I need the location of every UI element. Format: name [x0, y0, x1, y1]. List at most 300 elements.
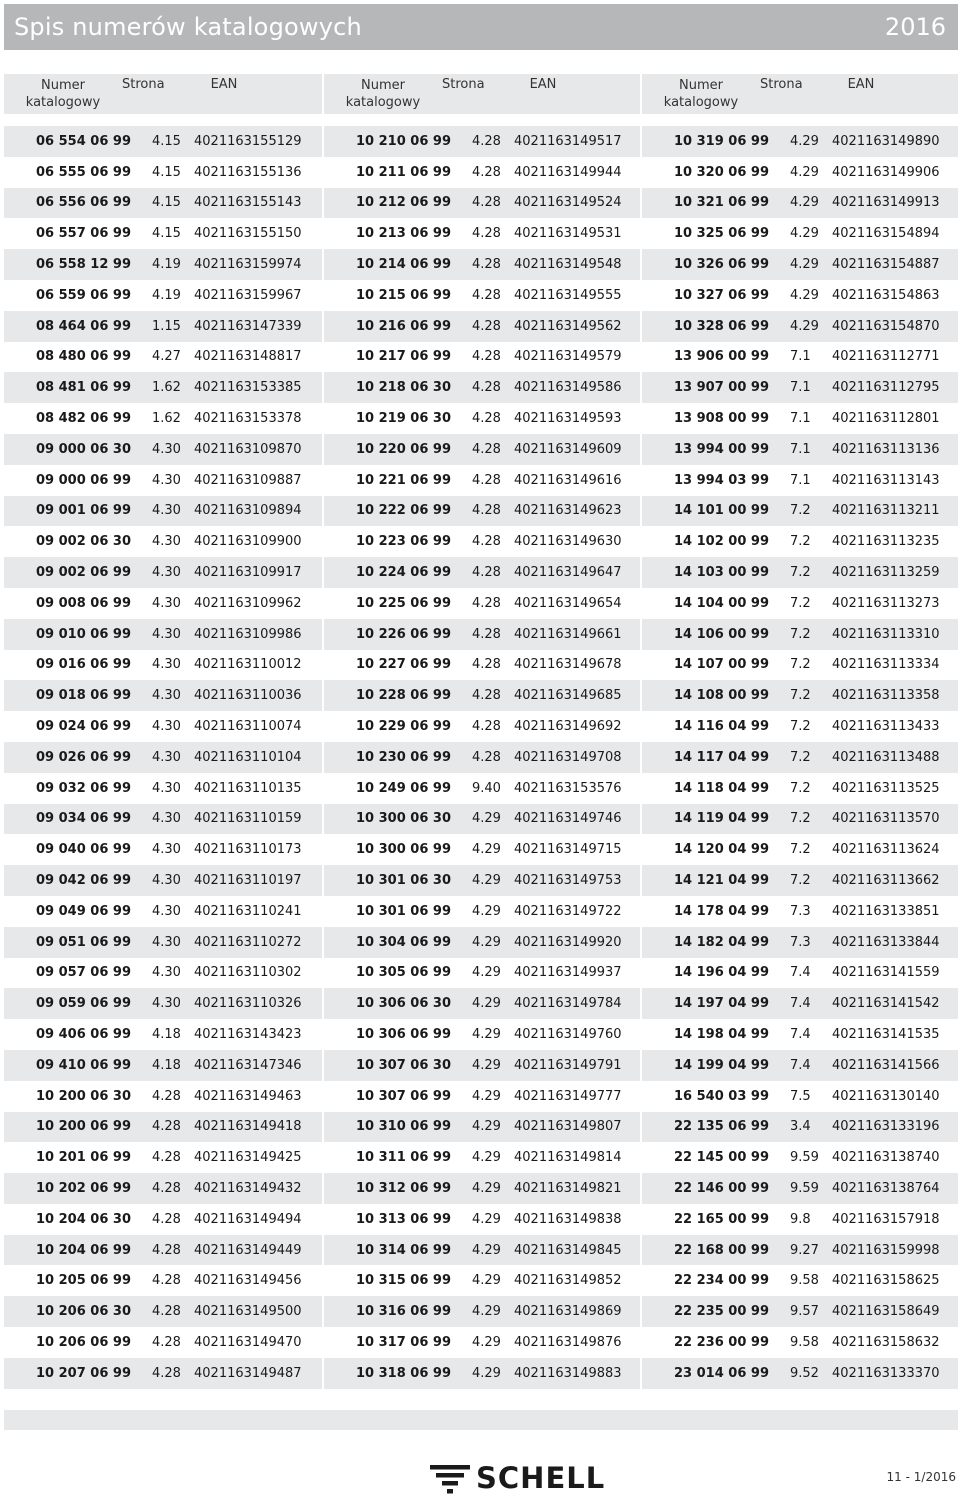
ean-code: 4021163112801	[832, 411, 940, 427]
ean-code: 4021163149630	[514, 534, 622, 550]
catalog-number: 06 558 12 99	[36, 257, 131, 273]
catalog-number: 09 406 06 99	[36, 1027, 131, 1042]
page-number: 1.62	[152, 411, 181, 427]
table-row	[642, 526, 958, 557]
ean-code: 4021163153385	[194, 380, 302, 396]
ean-code: 4021163133851	[832, 903, 940, 919]
ean-code: 4021163158632	[832, 1334, 940, 1350]
page-number: 4.29	[472, 934, 501, 950]
catalog-number: 16 540 03 99	[674, 1088, 769, 1104]
catalog-number: 10 327 06 99	[674, 287, 769, 303]
page-number: 4.29	[472, 1180, 501, 1196]
page-number: 4.30	[152, 780, 181, 796]
ean-code: 4021163113334	[832, 657, 940, 673]
page-number: 4.28	[472, 195, 501, 211]
ean-code: 4021163149913	[832, 195, 940, 211]
catalog-number: 10 214 06 99	[356, 257, 451, 273]
ean-code: 4021163153576	[514, 780, 622, 796]
table-row	[324, 280, 640, 311]
ean-code: 4021163149685	[514, 688, 622, 704]
page-number: 7.4	[790, 1027, 811, 1042]
ean-code: 4021163149944	[514, 164, 622, 180]
table-row	[4, 126, 322, 157]
header-page: Strona	[442, 77, 485, 92]
ean-code: 4021163149807	[514, 1119, 622, 1135]
page-number: 4.28	[472, 441, 501, 457]
table-row	[642, 773, 958, 804]
table-row	[642, 126, 958, 157]
table-row	[324, 1081, 640, 1112]
catalog-number: 14 198 04 99	[674, 1027, 769, 1042]
catalog-number: 10 201 06 99	[36, 1150, 131, 1166]
catalog-number: 14 101 00 99	[674, 503, 769, 519]
catalog-number: 09 024 06 99	[36, 719, 131, 735]
catalog-number: 10 211 06 99	[356, 164, 451, 180]
ean-code: 4021163149654	[514, 595, 622, 611]
catalog-number: 09 010 06 99	[36, 626, 131, 642]
catalog-number: 13 994 00 99	[674, 441, 769, 457]
page-number: 7.1	[790, 349, 811, 365]
table-row	[324, 342, 640, 373]
catalog-number: 10 200 06 30	[36, 1088, 131, 1104]
page-number: 9.8	[790, 1211, 811, 1227]
table-row	[324, 434, 640, 465]
table-row	[4, 311, 322, 342]
header-ean: EAN	[847, 77, 875, 92]
ean-code: 4021163149647	[514, 565, 622, 581]
ean-code: 4021163147339	[194, 318, 302, 334]
header-ean: EAN	[529, 77, 557, 92]
table-row	[4, 865, 322, 896]
title-bar	[4, 4, 958, 50]
table-row	[324, 619, 640, 650]
ean-code: 4021163113211	[832, 503, 940, 519]
table-row	[4, 1081, 322, 1112]
table-row	[4, 834, 322, 865]
table-row	[4, 680, 322, 711]
table-row	[642, 188, 958, 219]
table-row	[324, 865, 640, 896]
table-row	[642, 465, 958, 496]
page-number: 7.4	[790, 996, 811, 1012]
page-number: 7.1	[790, 380, 811, 396]
ean-code: 4021163130140	[832, 1088, 940, 1104]
catalog-number: 10 301 06 99	[356, 903, 451, 919]
page-number: 7.2	[790, 719, 811, 735]
catalog-number: 10 318 06 99	[356, 1365, 451, 1381]
ean-code: 4021163149555	[514, 287, 622, 303]
page-number: 4.30	[152, 903, 181, 919]
ean-code: 4021163133196	[832, 1119, 940, 1135]
ean-code: 4021163109887	[194, 472, 302, 488]
page-number: 4.28	[472, 503, 501, 519]
ean-code: 4021163149593	[514, 411, 622, 427]
catalog-number: 22 165 00 99	[674, 1211, 769, 1227]
table-row	[4, 1358, 322, 1389]
page-number: 4.29	[472, 873, 501, 889]
catalog-number: 10 220 06 99	[356, 441, 451, 457]
ean-code: 4021163154870	[832, 318, 940, 334]
catalog-number: 08 480 06 99	[36, 349, 131, 365]
page-number: 4.28	[152, 1334, 181, 1350]
page-number: 4.28	[472, 226, 501, 242]
ean-code: 4021163109894	[194, 503, 302, 519]
table-column-2	[322, 74, 640, 1390]
page-number: 4.28	[472, 257, 501, 273]
catalog-number: 14 197 04 99	[674, 996, 769, 1012]
catalog-number: 10 328 06 99	[674, 318, 769, 334]
table-row	[4, 218, 322, 249]
table-row	[4, 434, 322, 465]
page-number: 4.30	[152, 996, 181, 1012]
page-number: 4.30	[152, 719, 181, 735]
ean-code: 4021163149661	[514, 626, 622, 642]
table-row	[324, 526, 640, 557]
page-number: 4.28	[472, 595, 501, 611]
page-number: 7.5	[790, 1088, 811, 1104]
catalog-number: 09 059 06 99	[36, 996, 131, 1012]
ean-code: 4021163141559	[832, 965, 940, 981]
ean-code: 4021163149920	[514, 934, 622, 950]
ean-code: 4021163138740	[832, 1150, 940, 1166]
ean-code: 4021163109986	[194, 626, 302, 642]
catalog-number: 13 907 00 99	[674, 380, 769, 396]
ean-code: 4021163149692	[514, 719, 622, 735]
ean-code: 4021163113570	[832, 811, 940, 827]
ean-code: 4021163153378	[194, 411, 302, 427]
ean-code: 4021163158649	[832, 1304, 940, 1320]
page-number: 4.28	[472, 349, 501, 365]
ean-code: 4021163109900	[194, 534, 302, 550]
catalog-number: 10 212 06 99	[356, 195, 451, 211]
table-row	[642, 1204, 958, 1235]
ean-code: 4021163113310	[832, 626, 940, 642]
page-number: 4.29	[472, 1273, 501, 1289]
page-number: 4.28	[472, 749, 501, 765]
page-number: 9.58	[790, 1334, 819, 1350]
ean-code: 4021163112771	[832, 349, 940, 365]
page-number: 4.30	[152, 503, 181, 519]
page-number: 7.2	[790, 780, 811, 796]
ean-code: 4021163154887	[832, 257, 940, 273]
ean-code: 4021163149890	[832, 133, 940, 149]
page-number: 4.30	[152, 595, 181, 611]
table-row	[4, 958, 322, 989]
page-number: 4.29	[472, 1334, 501, 1350]
ean-code: 4021163149456	[194, 1273, 302, 1289]
catalog-number: 10 315 06 99	[356, 1273, 451, 1289]
ean-code: 4021163148817	[194, 349, 302, 365]
page-number: 4.15	[152, 195, 181, 211]
page-number: 7.2	[790, 842, 811, 858]
ean-code: 4021163149760	[514, 1027, 622, 1042]
page-number: 4.30	[152, 565, 181, 581]
table-row	[642, 311, 958, 342]
ean-code: 4021163149883	[514, 1365, 622, 1381]
page-title: Spis numerów katalogowych	[14, 13, 362, 41]
header-ean: EAN	[210, 77, 238, 92]
table-row	[642, 650, 958, 681]
table-row	[642, 742, 958, 773]
ean-code: 4021163110241	[194, 903, 302, 919]
table-row	[4, 342, 322, 373]
ean-code: 4021163154863	[832, 287, 940, 303]
page-number: 4.29	[790, 318, 819, 334]
table-row	[4, 157, 322, 188]
page-number: 7.4	[790, 965, 811, 981]
page-number: 4.29	[472, 1027, 501, 1042]
page-number: 4.15	[152, 164, 181, 180]
ean-code: 4021163133844	[832, 934, 940, 950]
ean-code: 4021163110272	[194, 934, 302, 950]
page-number: 7.2	[790, 503, 811, 519]
catalog-number: 10 307 06 30	[356, 1057, 451, 1073]
catalog-number: 10 305 06 99	[356, 965, 451, 981]
ean-code: 4021163155136	[194, 164, 302, 180]
catalog-number: 09 018 06 99	[36, 688, 131, 704]
catalog-number: 09 032 06 99	[36, 780, 131, 796]
page-number: 4.15	[152, 133, 181, 149]
table-row	[642, 218, 958, 249]
header-page: Strona	[122, 77, 165, 92]
ean-code: 4021163113488	[832, 749, 940, 765]
catalog-number: 10 218 06 30	[356, 380, 451, 396]
table-row	[642, 434, 958, 465]
catalog-number: 22 236 00 99	[674, 1334, 769, 1350]
catalog-number: 09 026 06 99	[36, 749, 131, 765]
table-row	[4, 619, 322, 650]
table-row	[4, 1142, 322, 1173]
catalog-number: 10 310 06 99	[356, 1119, 451, 1135]
table-row	[4, 1204, 322, 1235]
table-row	[324, 1173, 640, 1204]
table-row	[642, 1142, 958, 1173]
ean-code: 4021163133370	[832, 1365, 940, 1381]
table-column-1	[4, 74, 322, 1390]
catalog-number: 10 300 06 30	[356, 811, 451, 827]
catalog-number: 09 042 06 99	[36, 873, 131, 889]
table-row	[324, 958, 640, 989]
page-number: 4.19	[152, 257, 181, 273]
table-row	[642, 1235, 958, 1266]
table-row	[324, 1358, 640, 1389]
catalog-number: 10 301 06 30	[356, 873, 451, 889]
page-number: 4.30	[152, 626, 181, 642]
catalog-number: 09 051 06 99	[36, 934, 131, 950]
table-row	[642, 280, 958, 311]
page-number: 4.29	[472, 965, 501, 981]
table-row	[642, 958, 958, 989]
catalog-number: 14 121 04 99	[674, 873, 769, 889]
catalog-number: 10 223 06 99	[356, 534, 451, 550]
table-rows	[642, 126, 958, 1389]
ean-code: 4021163110159	[194, 811, 302, 827]
page-number: 9.59	[790, 1150, 819, 1166]
page-number: 9.52	[790, 1365, 819, 1381]
page-number: 1.15	[152, 318, 181, 334]
page-number: 4.28	[472, 719, 501, 735]
catalog-number: 10 306 06 99	[356, 1027, 451, 1042]
page-number: 4.28	[472, 472, 501, 488]
table-rows	[324, 126, 640, 1389]
catalog-number: 10 314 06 99	[356, 1242, 451, 1258]
ean-code: 4021163149777	[514, 1088, 622, 1104]
table-row	[4, 557, 322, 588]
table-row	[4, 188, 322, 219]
table-row	[642, 496, 958, 527]
catalog-number: 22 168 00 99	[674, 1242, 769, 1258]
catalog-number: 14 102 00 99	[674, 534, 769, 550]
catalog-number: 23 014 06 99	[674, 1365, 769, 1381]
table-header	[4, 74, 322, 114]
catalog-number: 06 554 06 99	[36, 133, 131, 149]
catalog-number: 09 001 06 99	[36, 503, 131, 519]
table-row	[642, 588, 958, 619]
table-row	[324, 773, 640, 804]
page-number: 7.2	[790, 749, 811, 765]
catalog-number: 10 217 06 99	[356, 349, 451, 365]
table-row	[642, 865, 958, 896]
catalog-number: 09 016 06 99	[36, 657, 131, 673]
table-row	[324, 988, 640, 1019]
ean-code: 4021163113433	[832, 719, 940, 735]
ean-code: 4021163149838	[514, 1211, 622, 1227]
table-row	[4, 249, 322, 280]
table-row	[324, 249, 640, 280]
brand-name: SCHELL	[476, 1461, 606, 1495]
catalog-number: 10 307 06 99	[356, 1088, 451, 1104]
catalog-number: 22 135 06 99	[674, 1119, 769, 1135]
ean-code: 4021163149487	[194, 1365, 302, 1381]
ean-code: 4021163149715	[514, 842, 622, 858]
table-row	[4, 927, 322, 958]
table-row	[4, 988, 322, 1019]
page-number: 4.29	[472, 811, 501, 827]
catalog-number: 10 206 06 30	[36, 1304, 131, 1320]
ean-code: 4021163110012	[194, 657, 302, 673]
ean-code: 4021163113358	[832, 688, 940, 704]
table-row	[324, 403, 640, 434]
page-number: 7.1	[790, 411, 811, 427]
table-row	[324, 711, 640, 742]
table-row	[4, 280, 322, 311]
table-row	[324, 1327, 640, 1358]
page-number: 4.28	[472, 380, 501, 396]
page-number: 7.2	[790, 811, 811, 827]
ean-code: 4021163149814	[514, 1150, 622, 1166]
ean-code: 4021163109917	[194, 565, 302, 581]
page-number: 7.2	[790, 873, 811, 889]
page-number: 4.30	[152, 842, 181, 858]
table-row	[324, 126, 640, 157]
ean-code: 4021163141535	[832, 1027, 940, 1042]
table-row	[324, 557, 640, 588]
catalog-number: 22 234 00 99	[674, 1273, 769, 1289]
page-number: 4.19	[152, 287, 181, 303]
ean-code: 4021163113235	[832, 534, 940, 550]
page-number: 7.4	[790, 1057, 811, 1073]
catalog-number: 10 317 06 99	[356, 1334, 451, 1350]
table-row	[324, 1204, 640, 1235]
catalog-number: 10 216 06 99	[356, 318, 451, 334]
page-number: 4.28	[472, 657, 501, 673]
ean-code: 4021163149524	[514, 195, 622, 211]
ean-code: 4021163149845	[514, 1242, 622, 1258]
table-row	[642, 1358, 958, 1389]
table-row	[642, 372, 958, 403]
ean-code: 4021163138764	[832, 1180, 940, 1196]
catalog-number: 10 226 06 99	[356, 626, 451, 642]
ean-code: 4021163149869	[514, 1304, 622, 1320]
table-row	[642, 1050, 958, 1081]
catalog-number: 10 229 06 99	[356, 719, 451, 735]
page-number: 4.30	[152, 749, 181, 765]
catalog-number: 10 320 06 99	[674, 164, 769, 180]
catalog-number: 09 034 06 99	[36, 811, 131, 827]
table-row	[324, 1112, 640, 1143]
catalog-number: 10 230 06 99	[356, 749, 451, 765]
catalog-number: 10 326 06 99	[674, 257, 769, 273]
page-number: 4.28	[472, 164, 501, 180]
table-row	[4, 1235, 322, 1266]
table-row	[4, 896, 322, 927]
table-row	[324, 1235, 640, 1266]
ean-code: 4021163110326	[194, 996, 302, 1012]
table-row	[642, 557, 958, 588]
ean-code: 4021163149821	[514, 1180, 622, 1196]
table-row	[642, 834, 958, 865]
page-number: 7.1	[790, 441, 811, 457]
catalog-number: 10 207 06 99	[36, 1365, 131, 1381]
page-number: 9.27	[790, 1242, 819, 1258]
ean-code: 4021163149791	[514, 1057, 622, 1073]
table-row	[4, 588, 322, 619]
catalog-number: 13 908 00 99	[674, 411, 769, 427]
catalog-number: 10 221 06 99	[356, 472, 451, 488]
ean-code: 4021163149494	[194, 1211, 302, 1227]
catalog-number: 10 316 06 99	[356, 1304, 451, 1320]
page-number: 4.29	[472, 903, 501, 919]
page-reference: 11 - 1/2016	[886, 1470, 956, 1484]
catalog-number: 06 559 06 99	[36, 287, 131, 303]
table-row	[324, 650, 640, 681]
catalog-number: 13 906 00 99	[674, 349, 769, 365]
ean-code: 4021163149418	[194, 1119, 302, 1135]
ean-code: 4021163113624	[832, 842, 940, 858]
catalog-number: 10 215 06 99	[356, 287, 451, 303]
ean-code: 4021163110197	[194, 873, 302, 889]
schell-wave-icon	[428, 1458, 472, 1498]
page-number: 9.58	[790, 1273, 819, 1289]
table-row	[324, 742, 640, 773]
table-row	[324, 157, 640, 188]
page-number: 9.57	[790, 1304, 819, 1320]
catalog-number: 10 205 06 99	[36, 1273, 131, 1289]
ean-code: 4021163110302	[194, 965, 302, 981]
table-row	[642, 896, 958, 927]
page-number: 4.29	[472, 842, 501, 858]
page-number: 4.28	[472, 411, 501, 427]
catalog-number: 08 464 06 99	[36, 318, 131, 334]
catalog-number: 14 182 04 99	[674, 934, 769, 950]
ean-code: 4021163149708	[514, 749, 622, 765]
table-row	[324, 804, 640, 835]
page-number: 4.28	[152, 1242, 181, 1258]
ean-code: 4021163110173	[194, 842, 302, 858]
page-number: 7.1	[790, 472, 811, 488]
catalog-number: 09 410 06 99	[36, 1057, 131, 1073]
ean-code: 4021163149609	[514, 441, 622, 457]
